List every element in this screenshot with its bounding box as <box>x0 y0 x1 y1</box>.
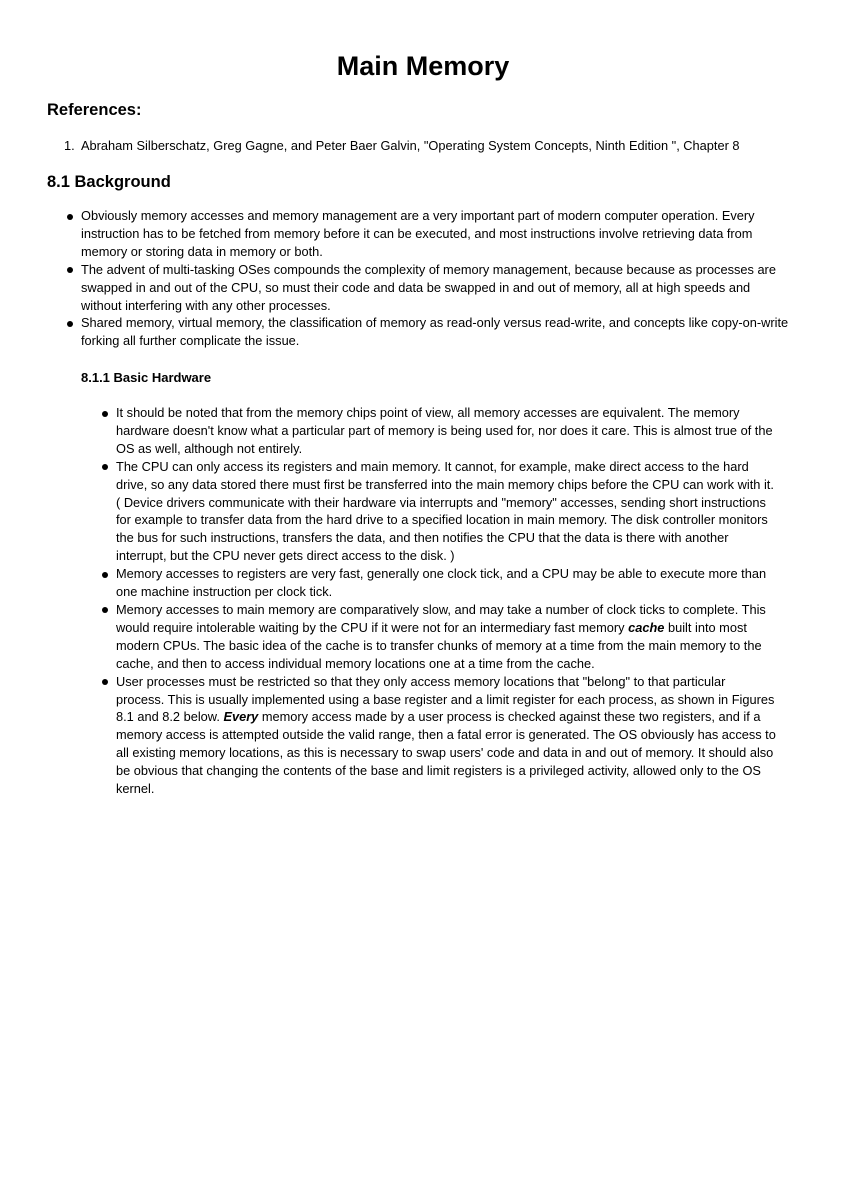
hardware-bullet-item <box>116 404 776 458</box>
page-title: Main Memory <box>336 51 510 81</box>
background-bullet-item <box>81 261 793 315</box>
background-bullet-text: Shared memory, virtual memory, the classification of memory as read-only versus read-write, and concepts like copy-on-write forking all further complicate the issue. <box>81 315 789 349</box>
hardware-bullet-item <box>116 565 776 601</box>
hardware-bullet-item <box>116 673 776 798</box>
background-bullet-item <box>81 207 793 261</box>
cache-emphasis: cache <box>628 619 665 635</box>
references-list <box>64 137 740 155</box>
hardware-bullet-text-end: built into most modern CPUs. The basic idea of the cache is to transfer chunks of memory at a time from the main memory to the cache, and then to access individual memory locations one at a time from the cache. <box>116 619 762 671</box>
bullet-icon <box>67 321 73 327</box>
hardware-bullet-text-start: User processes must be restricted so that they only access memory locations that "belong" to that particular process. This is usually implemented using a base register and a limit register for each process, as shown in Figures 8.1 and 8.2 below. <box>116 673 775 725</box>
every-emphasis: Every <box>223 709 259 725</box>
bullet-icon <box>102 572 108 578</box>
background-bullet-text: The advent of multi-tasking OSes compounds the complexity of memory management, because because as processes are swapped in and out of the CPU, so must their code and data be swapped in and out of memory, all at high speeds and without interfering with any other processes. <box>81 261 776 313</box>
bullet-icon <box>67 214 73 220</box>
bullet-icon <box>102 464 108 470</box>
hardware-bullet-item <box>116 601 776 673</box>
reference-item <box>64 137 740 155</box>
bullet-icon <box>67 267 73 273</box>
hardware-bullet-text-end: memory access made by a user process is checked against these two registers, and if a memory access is attempted outside the valid range, then a fatal error is generated. The OS obviously has access to all existing memory locations, as this is necessary to swap users' code and data in and out of memory. It should also be obvious that changing the contents of the base and limit registers is a privileged activity, allowed only to the OS kernel. <box>116 709 776 797</box>
references-heading: References: <box>47 101 142 119</box>
bullet-icon <box>102 679 108 685</box>
background-bullet-text: Obviously memory accesses and memory management are a very important part of modern computer operation. Every instruction has to be fetched from memory before it can be executed, and most instructions involve retrieving data from memory or storing data in memory or both. <box>81 208 755 259</box>
hardware-bullet-text: Memory accesses to registers are very fast, generally one clock tick, and a CPU may be able to execute more than one machine instruction per clock tick. <box>116 566 767 600</box>
background-heading: 8.1 Background <box>47 173 171 191</box>
hardware-bullet-item <box>116 458 776 565</box>
background-list <box>81 207 793 350</box>
reference-number: 1. <box>64 138 75 153</box>
bullet-icon <box>102 607 108 613</box>
hardware-bullet-text-start: Memory accesses to main memory are comparatively slow, and may take a number of clock ticks to complete. This would require intolerable waiting by the CPU if it were not for an intermediary fast memory <box>116 601 766 635</box>
basic-hardware-list <box>116 404 776 798</box>
reference-text: Abraham Silberschatz, Greg Gagne, and Peter Baer Galvin, "Operating System Concepts, Ninth Edition ", Chapter 8 <box>81 138 740 153</box>
basic-hardware-heading: 8.1.1 Basic Hardware <box>81 370 212 385</box>
hardware-bullet-text: It should be noted that from the memory chips point of view, all memory accesses are equivalent. The memory hardware doesn't know what a particular part of memory is being used for, nor does it care. This is almost true of the OS as well, although not entirely. <box>116 405 773 456</box>
background-bullet-item <box>81 314 793 350</box>
bullet-icon <box>102 411 108 417</box>
hardware-bullet-text: The CPU can only access its registers and main memory. It cannot, for example, make direct access to the hard drive, so any data stored there must first be transferred into the main memory chips before the CPU can work with it. ( Device drivers communicate with their hardware via interrupts and "memory" accesses, sending short instructions for example to transfer data from the hard drive to a specified location in main memory. The disk controller monitors the bus for such instructions, transfers the data, and then notifies the CPU that the data is there with another interrupt, but the CPU never gets direct access to the disk. ) <box>116 458 774 564</box>
